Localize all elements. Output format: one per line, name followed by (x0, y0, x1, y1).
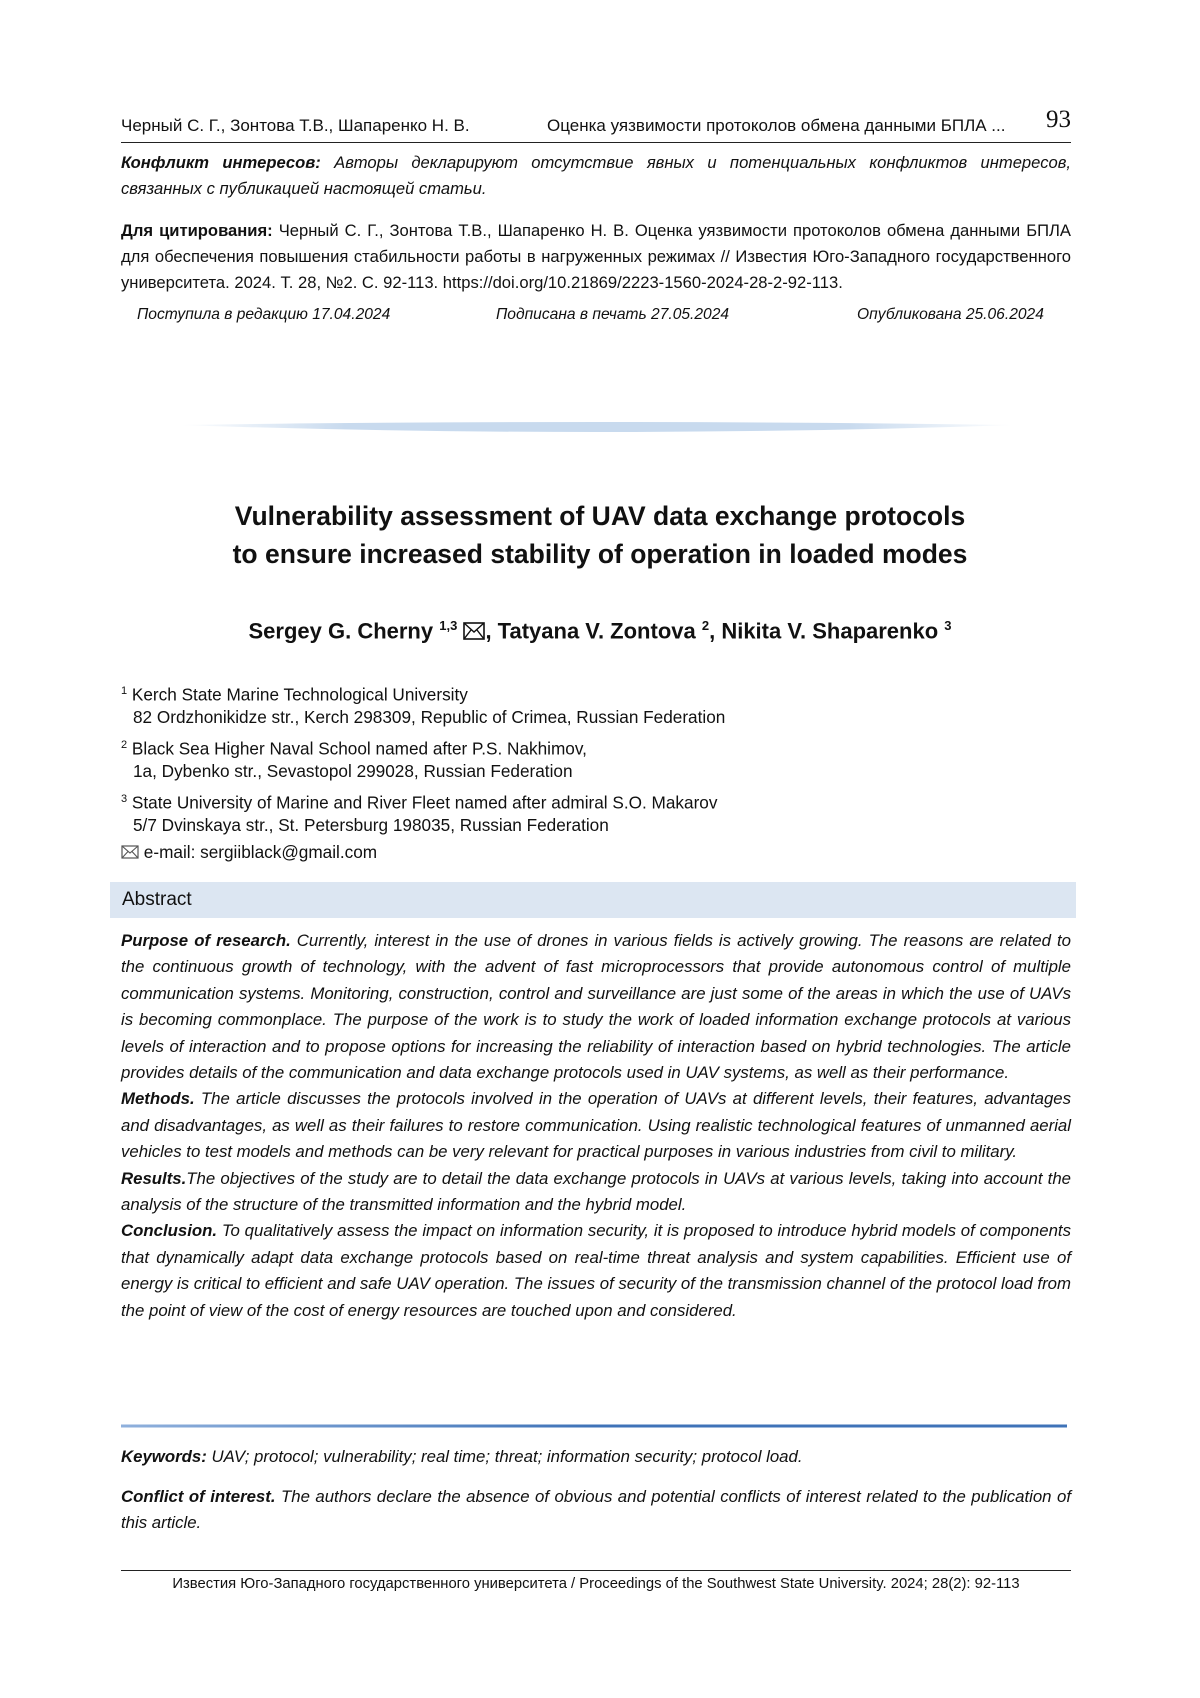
abstract-purpose (121, 928, 1071, 1086)
citation-ru-label: Для цитирования: (121, 221, 273, 240)
affiliation-1-number: 1 (121, 685, 128, 697)
abstract-separator (121, 1424, 1067, 1428)
conflict-en-text: The authors declare the absence of obvious and potential conflicts of interest related to the publication of this article. (121, 1487, 1071, 1532)
conflict-of-interest-en (121, 1484, 1071, 1536)
affiliation-1-line-2: 82 Ordzhonikidze str., Kerch 298309, Republic of Crimea, Russian Federation (133, 706, 726, 727)
date-published: Опубликована 25.06.2024 (857, 306, 1044, 323)
results-text: The objectives of the study are to detail the data exchange protocols in UAVs at various levels, taking into account the analysis of the structure of the transmitted information and the hybrid model. (121, 1168, 1071, 1215)
running-head-authors: Черный С. Г., Зонтова Т.В., Шапаренко Н. В. (121, 116, 470, 135)
affiliation-2-line-1: Black Sea Higher Naval School named after P.S. Nakhimov, (131, 738, 587, 759)
author-3-affil: 3 (944, 618, 952, 633)
affiliation-3-line-2: 5/7 Dvinskaya str., St. Petersburg 198035, Russian Federation (133, 814, 609, 835)
affiliation-2-number: 2 (121, 739, 128, 751)
purpose-label: Purpose of research. (121, 931, 291, 950)
keywords-text: UAV; protocol; vulnerability; real time; threat; information security; protocol load. (206, 1447, 803, 1466)
keywords (121, 1444, 1071, 1470)
conflict-ru-label: Конфликт интересов: (121, 153, 321, 172)
conflict-ru-text: Авторы декларируют отсутствие явных и потенциальных конфликтов интересов, связанных с публикацией настоящей статьи. (121, 153, 1071, 198)
author-3: , Nikita V. Shaparenko (709, 618, 939, 644)
article-title-line-2: to ensure increased stability of operation in loaded modes (232, 539, 968, 569)
author-2: , Tatyana V. Zontova (485, 618, 696, 644)
abstract-conclusion (121, 1218, 1071, 1324)
abstract-results (121, 1166, 1071, 1219)
author-2-affil: 2 (701, 618, 710, 633)
abstract-body (121, 928, 1071, 1324)
conclusion-text: To qualitatively assess the impact on information security, it is proposed to introduce hybrid models of components that dynamically adapt data exchange protocols based on real-time threat analysis and system capabilities. Efficient use of energy is critical to efficient and safe UAV operation. The issues of security of the transmission channel of the protocol load from the point of view of the cost of energy resources are touched upon and considered. (121, 1221, 1071, 1320)
author-list (100, 618, 1100, 644)
keywords-label: Keywords: (121, 1447, 207, 1466)
author-1: Sergey G. Cherny (248, 618, 434, 644)
article-title (100, 497, 1100, 573)
conflict-en-label: Conflict of interest. (121, 1487, 276, 1506)
running-head (121, 106, 1071, 143)
author-1-affil: 1,3 (439, 618, 458, 633)
affiliation-3-line-1: State University of Marine and River Fleet named after admiral S.O. Makarov (131, 792, 718, 813)
conflict-of-interest-ru (121, 150, 1071, 202)
abstract-heading-bar (110, 882, 1076, 918)
envelope-icon (121, 845, 139, 859)
affiliation-1-line-1: Kerch State Marine Technological University (131, 684, 468, 705)
decorative-divider (178, 421, 1016, 437)
purpose-text: Currently, interest in the use of drones in various fields is actively growing. The reasons are related to the continuous growth of technology, with the advent of fast microprocessors that provide autonomous control of multiple communication systems. Monitoring, construction, control and surveillance are just some of the areas in which the use of UAVs is becoming commonplace. The purpose of the work is to study the work of loaded information exchange protocols at various levels of interaction and to propose options for increasing the reliability of interaction based on hybrid technologies. The article provides details of the communication and data exchange protocols used in UAV systems, as well as their performance. (121, 931, 1071, 1083)
affiliation-2 (121, 734, 587, 782)
journal-footer: Известия Юго-Западного государственного университета / Proceedings of the Southwest State University. 2024; 28(2): 92-113 (172, 1576, 1020, 1592)
results-label: Results. (121, 1168, 187, 1188)
citation-ru (121, 218, 1071, 296)
methods-text: The article discusses the protocols involved in the operation of UAVs at different levels, their features, advantages and disadvantages, as well as their failures to restore communication. Using realistic technological features of unmanned aerial vehicles to test models and methods can be very relevant for practical purposes in various industries from civil to military. (121, 1089, 1071, 1162)
article-title-line-1: Vulnerability assessment of UAV data exchange protocols (234, 501, 966, 531)
running-head-title: Оценка уязвимости протоколов обмена данными БПЛА ... (547, 116, 1006, 135)
date-received: Поступила в редакцию 17.04.2024 (137, 306, 391, 323)
date-signed: Подписана в печать 27.05.2024 (496, 306, 730, 323)
affiliation-3 (121, 788, 717, 836)
abstract-methods (121, 1086, 1071, 1165)
page-number: 93 (1046, 106, 1071, 133)
affiliation-3-number: 3 (121, 793, 128, 805)
affiliation-2-line-2: 1a, Dybenko str., Sevastopol 299028, Russian Federation (133, 760, 573, 781)
email-address[interactable]: e-mail: sergiiblack@gmail.com (143, 842, 378, 862)
methods-label: Methods. (121, 1089, 195, 1109)
abstract-heading: Abstract (122, 889, 192, 910)
corresponding-email (121, 842, 377, 863)
citation-ru-text: Черный С. Г., Зонтова Т.В., Шапаренко Н. В. Оценка уязвимости протоколов обмена данными БПЛА для обеспечения повышения стабильности работы в нагруженных режимах // Известия Юго-Западного государственного университета. 2024. Т. 28, №2. С. 92-113. https://doi.org/10.21869/2223-1560-2024-28-2-92-113. (121, 221, 1071, 292)
envelope-icon (463, 622, 485, 640)
footer-rule (121, 1570, 1071, 1571)
affiliation-1 (121, 680, 725, 728)
conclusion-label: Conclusion. (121, 1221, 218, 1241)
